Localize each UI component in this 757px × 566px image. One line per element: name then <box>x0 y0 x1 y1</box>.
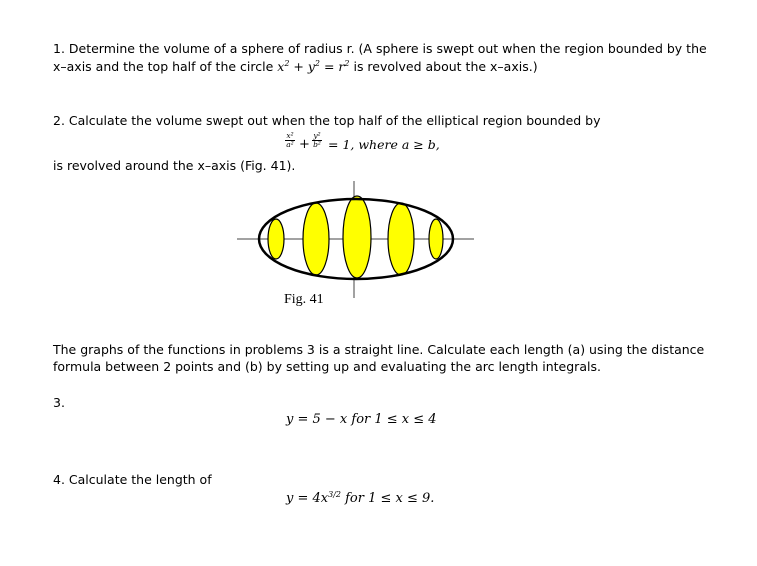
fraction-b-denominator: b² <box>313 140 321 149</box>
fraction-y-numerator: y² <box>313 131 321 140</box>
circle-equation: $x^2 + y^2 = r^2$ <box>277 59 350 74</box>
plus-sign: + <box>299 137 310 152</box>
slice-1 <box>268 219 284 259</box>
figure-caption: Fig. 41 <box>284 292 324 307</box>
problem-4-equation: $y = 4x^{3/2}$ for 1 ≤ x ≤ 9. <box>286 490 435 506</box>
slice-4 <box>388 203 414 275</box>
intro-line-1: The graphs of the functions in problems 3 is a straight line. Calculate each length (a) using the distance <box>53 342 705 357</box>
fraction-a-denominator: a² <box>286 140 294 149</box>
problem-1-post: is revolved about the x–axis.) <box>349 59 538 74</box>
problem-2-line-3: is revolved around the x–axis (Fig. 41). <box>53 158 296 173</box>
problem-2-line-1: 2. Calculate the volume swept out when the top half of the elliptical region bounded by <box>53 113 601 128</box>
problem-1-line-1: 1. Determine the volume of a sphere of radius r. (A sphere is swept out when the region bounded by the <box>53 41 707 56</box>
problem-3-equation: y = 5 − x for 1 ≤ x ≤ 4 <box>286 412 437 427</box>
slice-2 <box>303 203 329 275</box>
slice-5 <box>429 219 443 259</box>
problem-4-label: 4. Calculate the length of <box>53 472 212 487</box>
intro-line-2: formula between 2 points and (b) by setting up and evaluating the arc length integrals. <box>53 359 601 374</box>
problem-1-pre: x–axis and the top half of the circle <box>53 59 278 74</box>
equation-rest: = 1, where a ≥ b, <box>328 137 440 152</box>
problem-3-label: 3. <box>53 395 65 410</box>
fraction-x-numerator: x² <box>286 131 294 140</box>
slice-3 <box>343 196 371 278</box>
